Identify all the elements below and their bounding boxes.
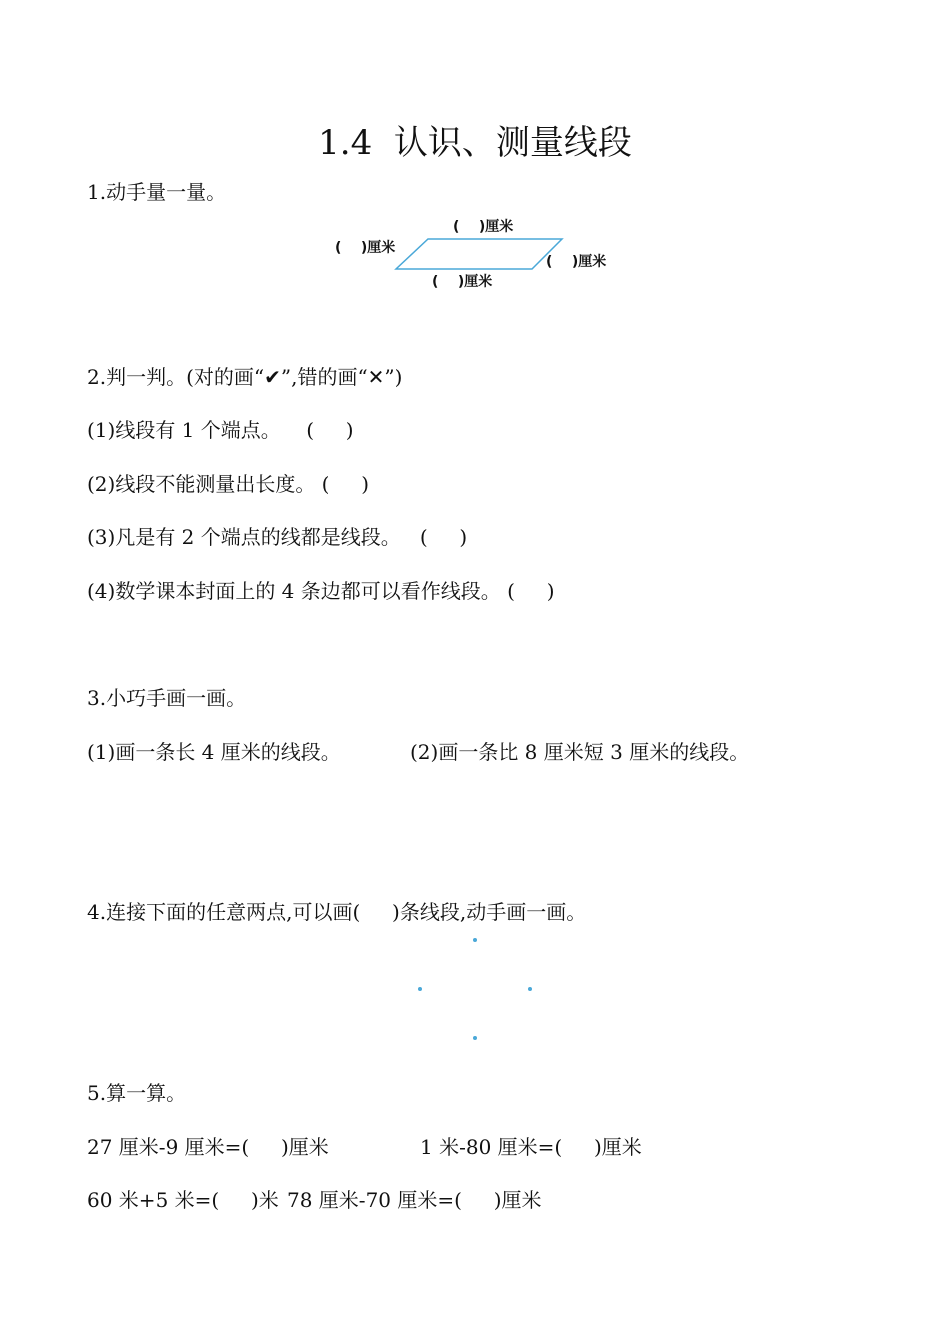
q1-heading: 1.动手量一量。 [87,180,227,204]
point-bottom [473,1036,477,1040]
q3-heading: 3.小巧手画一画。 [87,686,247,710]
q5-problem: 60 米+5 米=( )米 [87,1188,279,1212]
point-top [473,938,477,942]
page-title: 1.4 认识、测量线段 [318,123,632,163]
q1-label-right: ( )厘米 [546,254,607,270]
q2-item: (3)凡是有 2 个端点的线都是线段。 ( ) [87,525,468,549]
point-left [418,987,422,991]
q2-item: (1)线段有 1 个端点。 ( ) [87,418,354,442]
q5-problem: 27 厘米-9 厘米=( )厘米 [87,1135,329,1159]
point-right [528,987,532,991]
q1-label-left: ( )厘米 [335,240,396,256]
q2-item: (4)数学课本封面上的 4 条边都可以看作线段。 ( ) [87,579,555,603]
q5-problem: 78 厘米-70 厘米=( )厘米 [287,1188,542,1212]
q5-heading: 5.算一算。 [87,1081,187,1105]
q2-item: (2)线段不能测量出长度。 ( ) [87,472,370,496]
q3-item-2: (2)画一条比 8 厘米短 3 厘米的线段。 [410,740,750,764]
parallelogram-shape [396,239,562,269]
q4-heading: 4.连接下面的任意两点,可以画( )条线段,动手画一画。 [87,900,587,924]
q1-label-top: ( )厘米 [453,219,514,235]
q2-heading: 2.判一判。(对的画“✔”,错的画“✕”) [87,365,403,389]
q5-problem: 1 米-80 厘米=( )厘米 [420,1135,642,1159]
q3-item-1: (1)画一条长 4 厘米的线段。 [87,740,341,764]
q1-label-bottom: ( )厘米 [432,274,493,290]
